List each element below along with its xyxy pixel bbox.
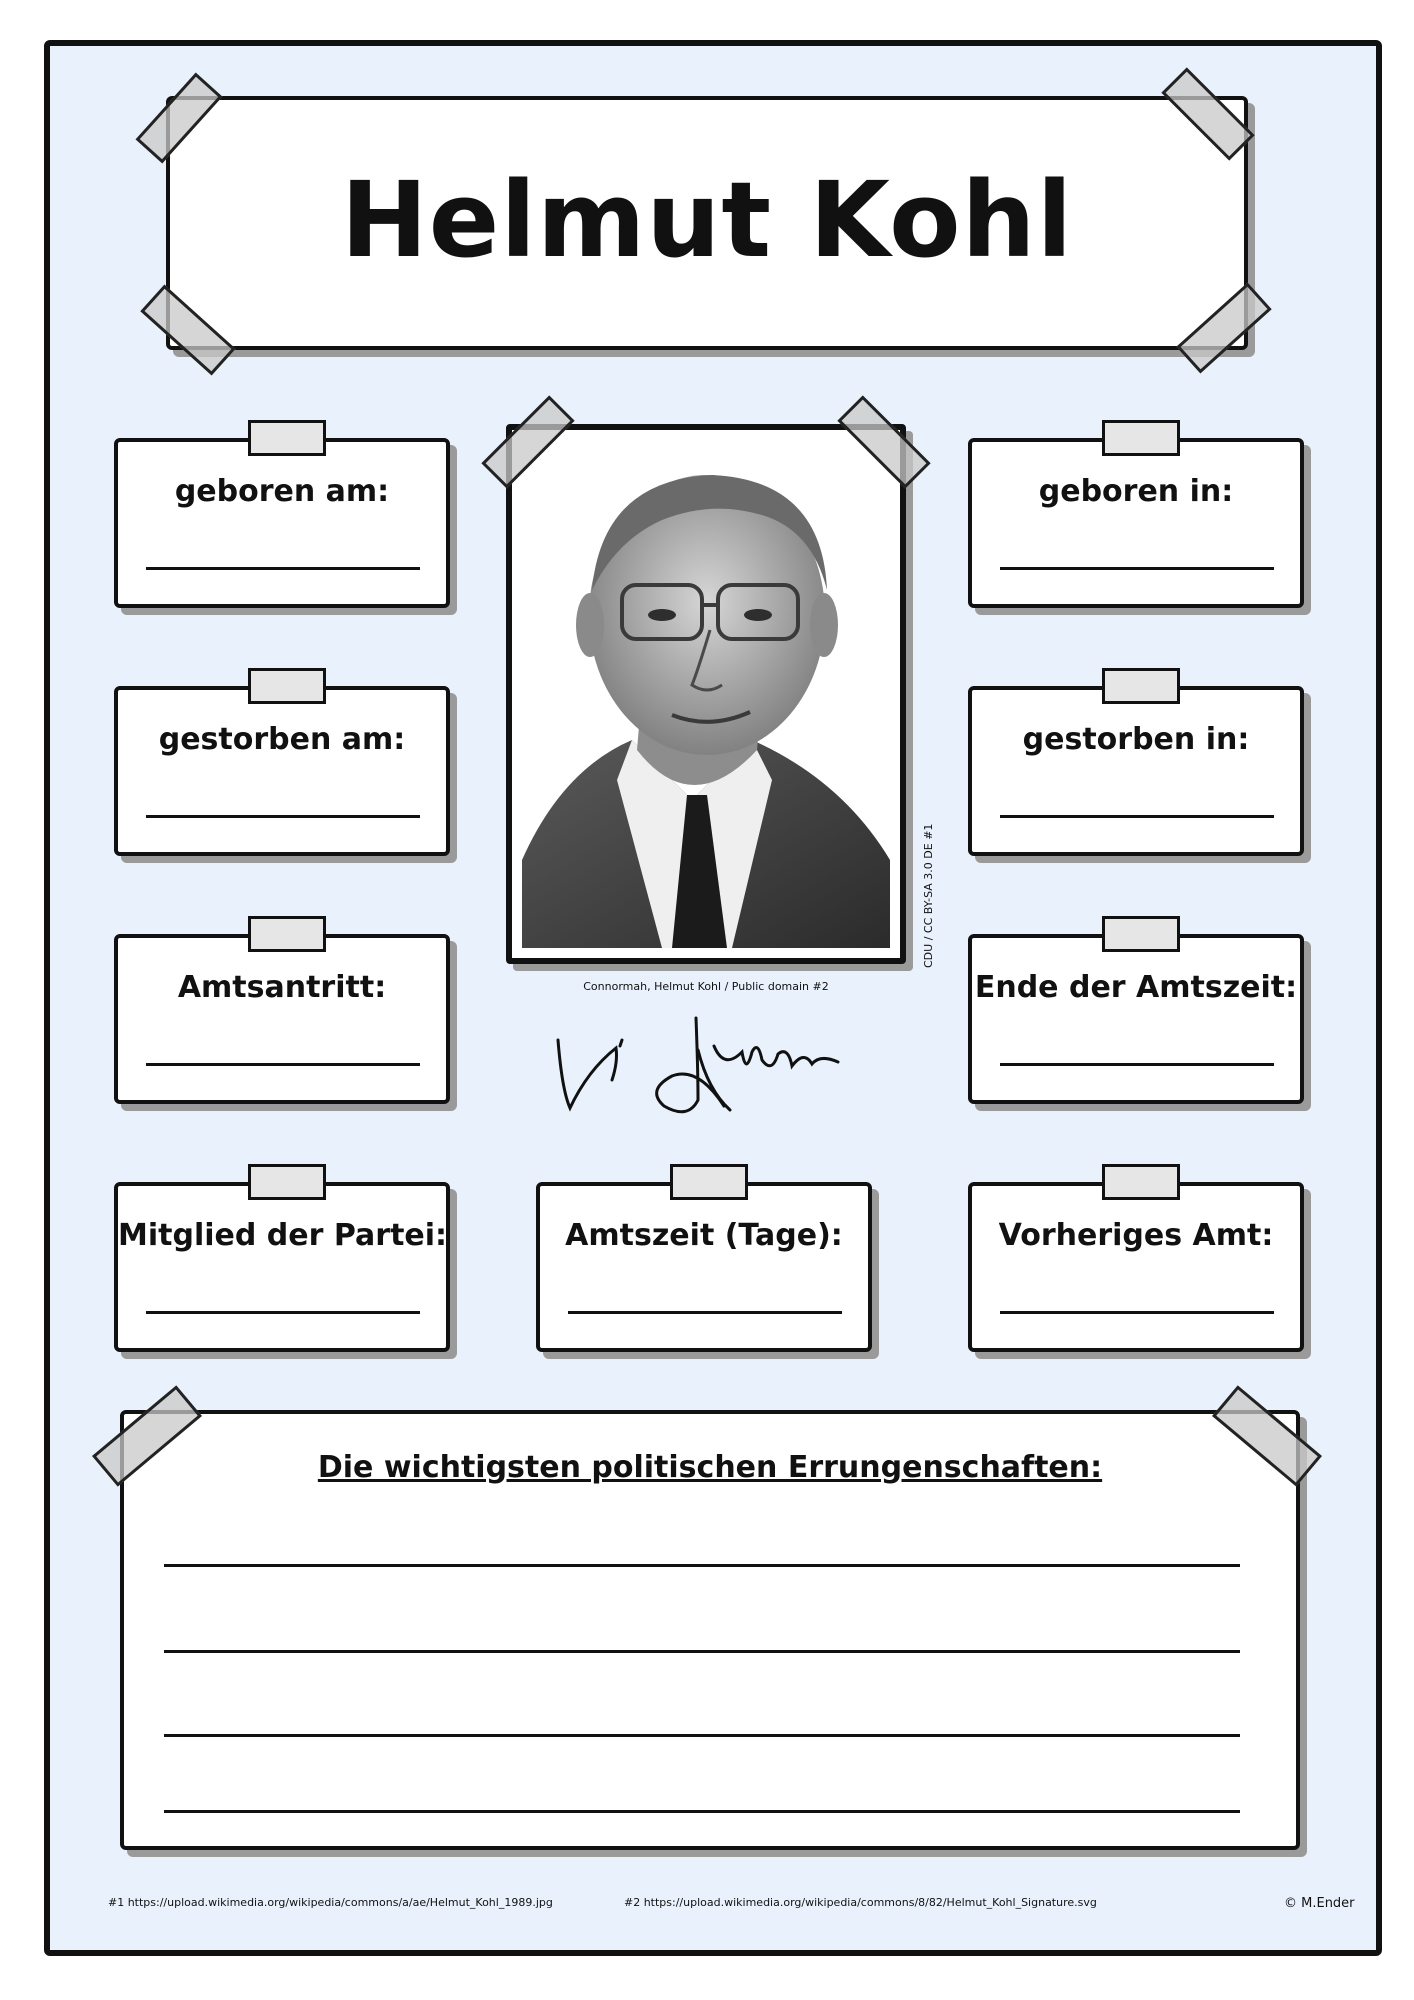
field-label: Amtszeit (Tage): — [565, 1218, 843, 1253]
paper-clip — [248, 916, 326, 952]
answer-line[interactable] — [164, 1734, 1240, 1737]
answer-line[interactable] — [164, 1810, 1240, 1813]
field-label: Mitglied der Partei: — [118, 1218, 448, 1253]
field-born-on[interactable] — [114, 438, 450, 608]
achievements-panel — [120, 1410, 1300, 1850]
paper-clip — [1102, 420, 1180, 456]
field-born-in[interactable] — [968, 438, 1304, 608]
field-died-on[interactable] — [114, 686, 450, 856]
page-title: Helmut Kohl — [340, 159, 1074, 281]
answer-line[interactable] — [568, 1311, 842, 1314]
photo-vertical-credit: CDU / CC BY-SA 3.0 DE #1 — [922, 823, 935, 968]
field-label: gestorben am: — [158, 722, 406, 757]
portrait-image — [522, 440, 890, 948]
field-term-start[interactable] — [114, 934, 450, 1104]
paper-clip — [670, 1164, 748, 1200]
footer-copyright: © M.Ender — [1284, 1896, 1355, 1911]
field-label: Amtsantritt: — [177, 970, 387, 1005]
paper-clip — [1102, 1164, 1180, 1200]
field-label: geboren am: — [174, 474, 390, 509]
answer-line[interactable] — [1000, 1063, 1274, 1066]
portrait-photo — [522, 440, 890, 948]
field-label: Ende der Amtszeit: — [974, 970, 1298, 1005]
answer-line[interactable] — [146, 567, 420, 570]
answer-line[interactable] — [164, 1564, 1240, 1567]
footer-source-2: #2 https://upload.wikimedia.org/wikipedia/commons/8/82/Helmut_Kohl_Signature.svg — [624, 1896, 1097, 1909]
achievements-title: Die wichtigsten politischen Errungenschaften: — [317, 1450, 1103, 1485]
title-banner — [166, 96, 1248, 350]
field-label: gestorben in: — [1022, 722, 1250, 757]
field-label: Vorheriges Amt: — [998, 1218, 1274, 1253]
photo-caption: Connormah, Helmut Kohl / Public domain #2 — [583, 980, 829, 993]
signature — [548, 1010, 868, 1130]
field-previous-office[interactable] — [968, 1182, 1304, 1352]
answer-line[interactable] — [1000, 815, 1274, 818]
answer-line[interactable] — [1000, 567, 1274, 570]
field-label: geboren in: — [1038, 474, 1234, 509]
paper-clip — [248, 420, 326, 456]
footer-source-1: #1 https://upload.wikimedia.org/wikipedia/commons/a/ae/Helmut_Kohl_1989.jpg — [108, 1896, 553, 1909]
paper-clip — [248, 1164, 326, 1200]
field-term-end[interactable] — [968, 934, 1304, 1104]
answer-line[interactable] — [146, 1063, 420, 1066]
answer-line[interactable] — [1000, 1311, 1274, 1314]
field-died-in[interactable] — [968, 686, 1304, 856]
paper-clip — [1102, 668, 1180, 704]
portrait-frame — [506, 424, 906, 964]
answer-line[interactable] — [164, 1650, 1240, 1653]
answer-line[interactable] — [146, 1311, 420, 1314]
paper-clip — [248, 668, 326, 704]
paper-clip — [1102, 916, 1180, 952]
field-term-days[interactable] — [536, 1182, 872, 1352]
answer-line[interactable] — [146, 815, 420, 818]
field-party[interactable] — [114, 1182, 450, 1352]
